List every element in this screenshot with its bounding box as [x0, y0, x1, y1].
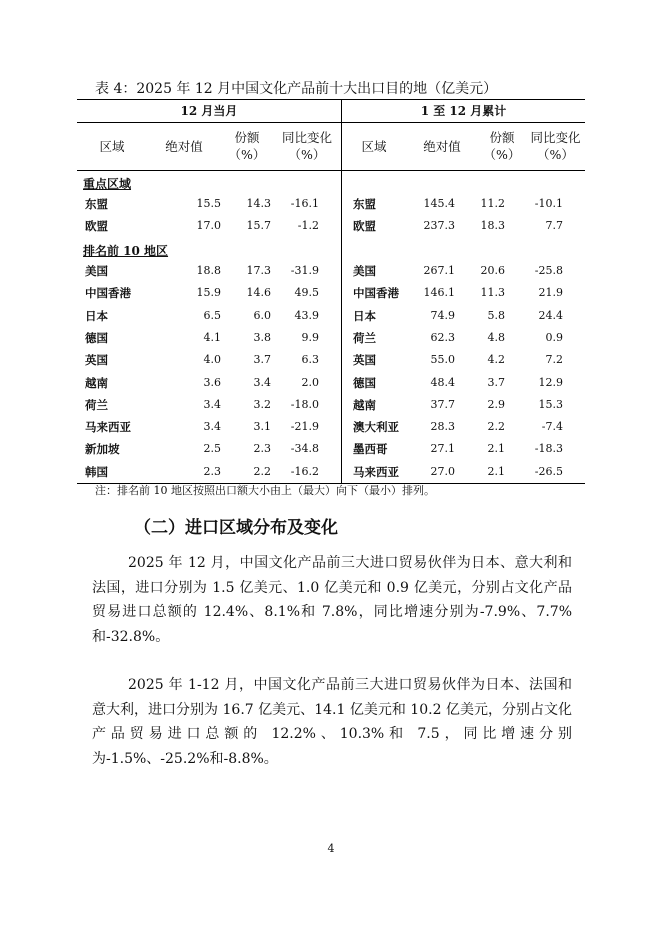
r-yoy-cell: -18.3	[534, 442, 563, 456]
l-share-cell: 15.7	[246, 219, 271, 233]
col-yoy	[275, 124, 339, 168]
l-yoy-cell: -34.8	[290, 442, 319, 456]
r-yoy-cell: -26.5	[534, 464, 563, 478]
l-abs-cell: 6.5	[203, 308, 221, 322]
l-abs-cell: 3.4	[203, 397, 221, 411]
r-yoy-cell: 24.4	[538, 308, 563, 322]
table-row	[77, 416, 585, 438]
l-share-cell: 2.2	[253, 464, 271, 478]
col-share	[223, 124, 271, 168]
r-yoy-cell: 15.3	[538, 397, 563, 411]
table-row	[77, 305, 585, 327]
r-yoy-cell: 7.2	[545, 353, 563, 367]
r-share-cell: 4.8	[487, 330, 505, 344]
table-row	[77, 349, 585, 371]
r-name-cell: 东盟	[353, 197, 376, 211]
l-abs-cell: 17.0	[196, 219, 221, 233]
l-yoy-cell: -1.2	[297, 219, 319, 233]
l-yoy-cell: -16.1	[290, 197, 319, 210]
section-heading: （二）进口区域分布及变化	[134, 518, 338, 538]
l-abs-cell: 4.1	[203, 330, 221, 344]
group-header-cumulative: 1 至 12 月累计	[420, 104, 507, 118]
l-name-cell: 中国香港	[85, 286, 131, 301]
l-share-cell: 3.8	[253, 330, 271, 344]
r-name-cell: 德国	[353, 375, 376, 390]
r-abs-cell: 267.1	[423, 264, 455, 277]
r-abs-cell: 48.4	[430, 375, 455, 389]
l-share-cell: 2.3	[253, 442, 271, 456]
r-share-cell: 2.2	[487, 420, 505, 434]
l-yoy-cell: 6.3	[301, 353, 319, 367]
l-share-cell: 14.6	[246, 286, 271, 300]
l-yoy-cell: 9.9	[301, 330, 319, 344]
col-yoy-label: 同比变化	[281, 130, 332, 145]
r-abs-cell: 237.3	[423, 219, 455, 233]
l-name-cell: 欧盟	[85, 219, 108, 234]
r-name-cell: 荷兰	[353, 330, 376, 345]
section-top10: 排名前 10 地区	[83, 244, 169, 258]
r-abs-cell: 37.7	[430, 397, 455, 411]
col-absolute: 绝对值	[423, 138, 461, 154]
r-abs-cell: 28.3	[430, 420, 455, 434]
paragraph-1: 2025 年 12 月，中国文化产品前三大进口贸易伙伴为日本、意大利和法国，进口分别为 1.5 亿美元、1.0 亿美元和 0.9 亿美元，分别占文化产品贸易进口总额的 12.4%、8.1%和 7.8%，同比增速分别为-7.9%、7.7%和-32.8%。	[92, 555, 572, 645]
section-key-regions: 重点区域	[83, 177, 132, 191]
l-share-cell: 17.3	[246, 264, 271, 277]
l-yoy-cell: 2.0	[301, 375, 319, 389]
r-abs-cell: 27.1	[430, 442, 455, 456]
r-name-cell: 墨西哥	[353, 442, 388, 457]
table-caption: 表 4：2025 年 12 月中国文化产品前十大出口目的地（亿美元）	[95, 81, 498, 97]
r-yoy-cell: 12.9	[538, 375, 563, 389]
table-row	[77, 215, 585, 237]
table-row	[77, 461, 585, 483]
col-share-unit: （%）	[483, 147, 521, 162]
col-absolute: 绝对值	[165, 138, 203, 154]
l-yoy-cell: -16.2	[290, 464, 319, 478]
r-share-cell: 11.3	[480, 286, 505, 300]
l-abs-cell: 2.3	[203, 464, 221, 478]
r-share-cell: 2.1	[487, 442, 505, 456]
l-abs-cell: 3.6	[203, 375, 221, 389]
r-abs-cell: 145.4	[423, 197, 455, 210]
l-share-cell: 3.1	[253, 420, 271, 434]
l-abs-cell: 3.4	[203, 420, 221, 434]
r-name-cell: 澳大利亚	[353, 420, 399, 435]
r-abs-cell: 146.1	[423, 286, 455, 300]
r-share-cell: 3.7	[487, 375, 505, 389]
r-name-cell: 英国	[353, 353, 376, 368]
column-header-rule	[77, 170, 585, 171]
col-region: 区域	[99, 138, 125, 154]
l-name-cell: 韩国	[85, 464, 108, 479]
column-headers-right	[342, 124, 585, 168]
r-yoy-cell: -7.4	[541, 420, 563, 434]
r-name-cell: 越南	[353, 397, 376, 412]
l-name-cell: 英国	[85, 353, 108, 368]
r-name-cell: 欧盟	[353, 219, 376, 234]
r-share-cell: 5.8	[487, 308, 505, 322]
r-name-cell: 日本	[353, 308, 376, 323]
col-share-label: 份额	[234, 130, 260, 145]
r-yoy-cell: 0.9	[545, 330, 563, 344]
l-abs-cell: 15.5	[196, 197, 221, 210]
header-rule	[77, 122, 585, 123]
r-share-cell: 20.6	[480, 264, 505, 277]
l-yoy-cell: -21.9	[290, 420, 319, 434]
l-yoy-cell: 49.5	[294, 286, 319, 300]
group-header-month: 12 月当月	[180, 104, 238, 118]
l-name-cell: 荷兰	[85, 397, 108, 412]
l-abs-cell: 18.8	[196, 264, 221, 277]
r-abs-cell: 27.0	[430, 464, 455, 478]
r-name-cell: 中国香港	[353, 286, 399, 301]
r-abs-cell: 62.3	[430, 330, 455, 344]
export-destinations-table	[77, 99, 585, 484]
r-name-cell: 美国	[353, 264, 376, 278]
l-yoy-cell: 43.9	[294, 308, 319, 322]
r-abs-cell: 55.0	[430, 353, 455, 367]
table-row	[77, 372, 585, 394]
table-row	[77, 327, 585, 349]
col-yoy	[526, 124, 585, 168]
table-row	[77, 193, 585, 215]
table-row	[77, 260, 585, 282]
r-yoy-cell: 7.7	[545, 219, 563, 233]
col-share	[478, 124, 526, 168]
col-region: 区域	[361, 138, 387, 154]
paragraph-2: 2025 年 1-12 月，中国文化产品前三大进口贸易伙伴为日本、法国和意大利，进口分别为 16.7 亿美元、14.1 亿美元和 10.2 亿美元，分别占文化产品贸易进口总额的 12.2%、10.3%和 7.5，同比增速分别为-1.5%、-25.2%和-8.8%。	[92, 677, 572, 767]
table-row	[77, 394, 585, 416]
table-row	[77, 438, 585, 460]
r-share-cell: 2.9	[487, 397, 505, 411]
r-abs-cell: 74.9	[430, 308, 455, 322]
l-name-cell: 美国	[85, 264, 108, 278]
table-note: 注：排名前 10 地区按照出口额大小由上（最大）向下（最小）排列。	[95, 484, 435, 497]
l-abs-cell: 15.9	[196, 286, 221, 300]
r-share-cell: 18.3	[480, 219, 505, 233]
page-number: 4	[327, 842, 335, 855]
r-share-cell: 4.2	[487, 353, 505, 367]
l-share-cell: 14.3	[246, 197, 271, 210]
r-yoy-cell: 21.9	[538, 286, 563, 300]
l-name-cell: 日本	[85, 308, 108, 323]
r-share-cell: 2.1	[487, 464, 505, 478]
table-row	[77, 282, 585, 304]
l-abs-cell: 4.0	[203, 353, 221, 367]
l-name-cell: 马来西亚	[85, 420, 131, 435]
r-yoy-cell: -10.1	[534, 197, 563, 210]
r-share-cell: 11.2	[480, 197, 505, 210]
l-share-cell: 6.0	[253, 308, 271, 322]
r-name-cell: 马来西亚	[353, 464, 399, 479]
col-yoy-unit: （%）	[288, 147, 326, 162]
col-share-label: 份额	[489, 130, 515, 145]
column-headers-left	[77, 124, 341, 168]
r-yoy-cell: -25.8	[534, 264, 563, 277]
l-share-cell: 3.7	[253, 353, 271, 367]
col-yoy-label: 同比变化	[530, 130, 581, 145]
col-share-unit: （%）	[228, 147, 266, 162]
l-name-cell: 新加坡	[85, 442, 120, 457]
l-share-cell: 3.2	[253, 397, 271, 411]
l-share-cell: 3.4	[253, 375, 271, 389]
l-yoy-cell: -31.9	[290, 264, 319, 277]
l-name-cell: 德国	[85, 330, 108, 345]
col-yoy-unit: （%）	[537, 147, 574, 162]
l-name-cell: 越南	[85, 375, 108, 390]
l-name-cell: 东盟	[85, 197, 108, 211]
l-yoy-cell: -18.0	[290, 397, 319, 411]
l-abs-cell: 2.5	[203, 442, 221, 456]
